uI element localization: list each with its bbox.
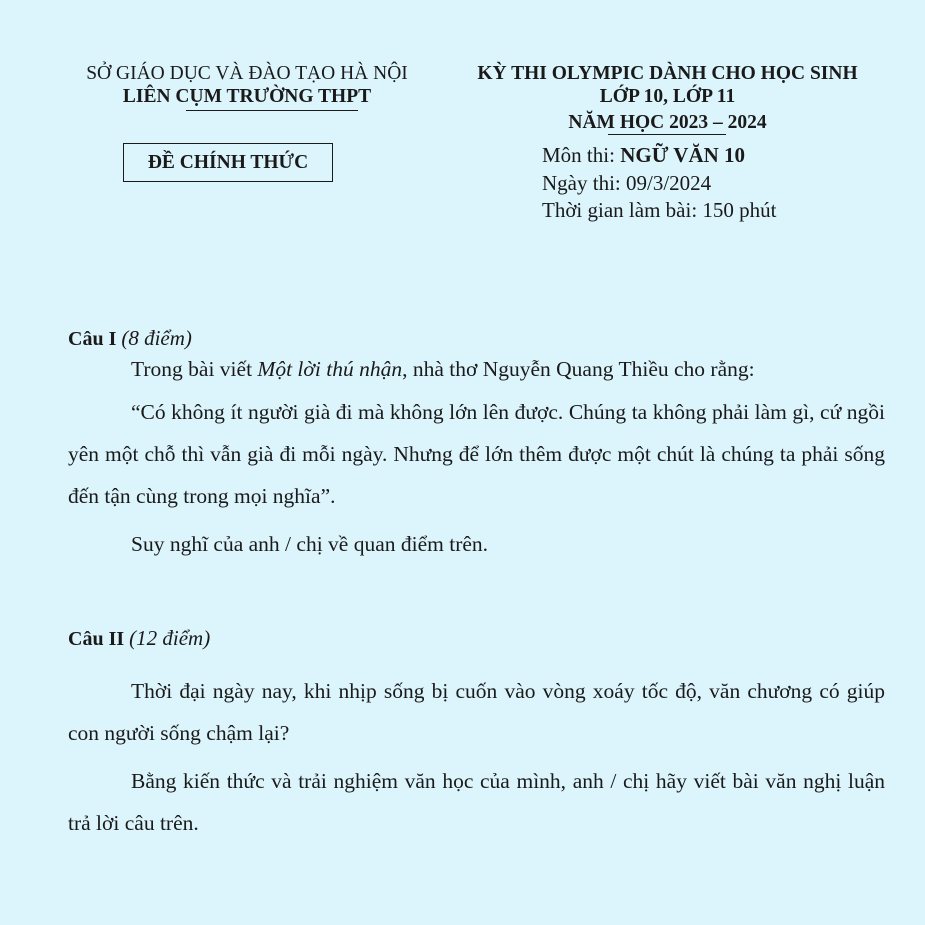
exam-subject (542, 141, 745, 169)
question-2-label: Câu II (68, 628, 130, 650)
question-1-points: (8 điểm) (121, 326, 192, 350)
subject-value: NGỮ VĂN 10 (620, 143, 746, 167)
exam-date: Ngày thi: 09/3/2024 (542, 171, 712, 195)
subject-label: Môn thi: (542, 143, 621, 167)
intro-text-before: Trong bài viết (131, 357, 258, 381)
exam-grades: LỚP 10, LỚP 11 (599, 86, 736, 107)
intro-work-title: Một lời thú nhận (257, 357, 403, 381)
exam-duration: Thời gian làm bài: 150 phút (542, 198, 777, 222)
question-1-quote: “Có không ít người già đi mà không lớn lên được. Chúng ta không phải làm gì, cứ ngồi yên một chỗ thì vẫn già đi mỗi ngày. Nhưng để lớn thêm được một chút là chúng ta phải sống đến tận cùng trong mọi nghĩa”. (68, 400, 885, 508)
official-exam-label: ĐỀ CHÍNH THỨC (147, 151, 309, 173)
header-underline-left (186, 110, 358, 111)
question-2-paragraph-2: Bằng kiến thức và trải nghiệm văn học của mình, anh / chị hãy viết bài văn nghị luận trả lời câu trên. (68, 769, 885, 835)
exam-title: KỲ THI OLYMPIC DÀNH CHO HỌC SINH (477, 63, 858, 84)
intro-text-after: , nhà thơ Nguyễn Quang Thiều cho rằng: (402, 357, 755, 381)
question-2-heading (68, 626, 210, 651)
question-1-task: Suy nghĩ của anh / chị về quan điểm trên. (131, 532, 489, 556)
school-cluster-name: LIÊN CỤM TRƯỜNG THPT (122, 86, 372, 107)
question-2-points: (12 điểm) (129, 626, 211, 650)
question-1-intro (68, 348, 885, 390)
question-2-paragraph-1: Thời đại ngày nay, khi nhịp sống bị cuốn vào vòng xoáy tốc độ, văn chương có giúp con người sống chậm lại? (68, 679, 885, 745)
official-exam-stamp (123, 143, 333, 182)
header-underline-right (608, 134, 726, 135)
question-1-label: Câu I (68, 328, 122, 350)
department-name: SỞ GIÁO DỤC VÀ ĐÀO TẠO HÀ NỘI (86, 63, 408, 84)
school-year: NĂM HỌC 2023 – 2024 (568, 112, 767, 133)
